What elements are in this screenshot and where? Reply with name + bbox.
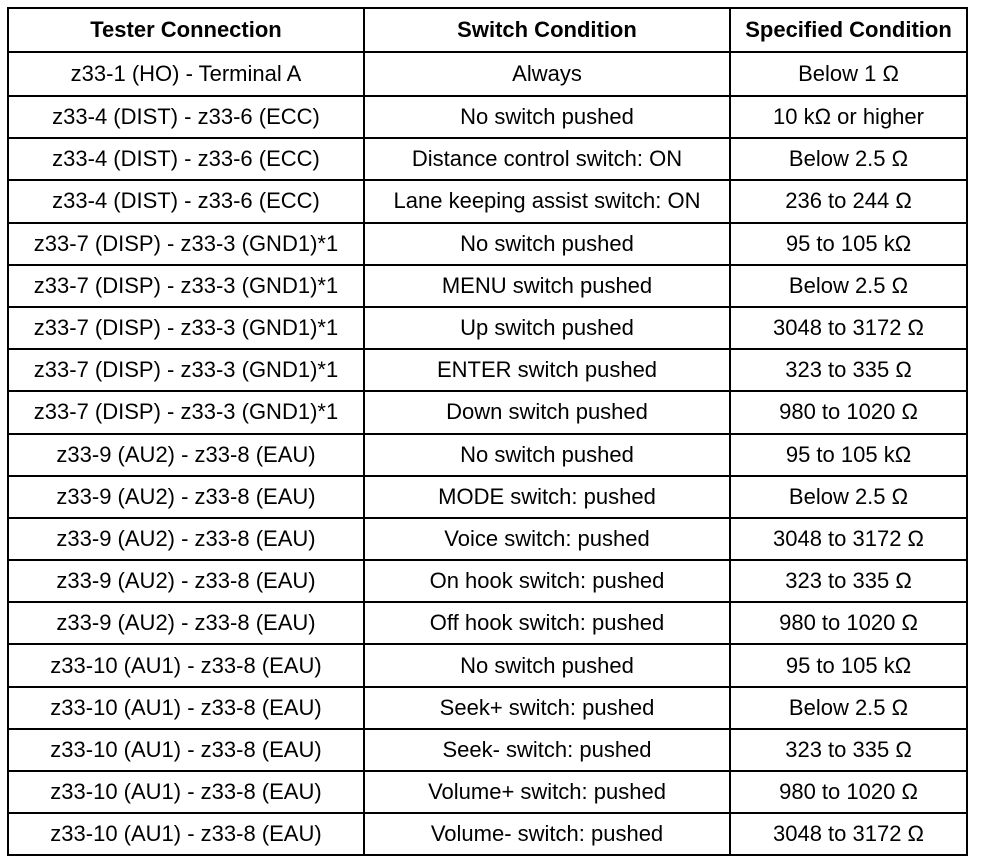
header-specified-condition: Specified Condition bbox=[730, 8, 967, 52]
cell-specified-condition: 323 to 335 Ω bbox=[730, 349, 967, 391]
cell-specified-condition: 980 to 1020 Ω bbox=[730, 771, 967, 813]
cell-specified-condition: 980 to 1020 Ω bbox=[730, 602, 967, 644]
cell-specified-condition: 10 kΩ or higher bbox=[730, 96, 967, 138]
cell-tester-connection: z33-7 (DISP) - z33-3 (GND1)*1 bbox=[8, 265, 364, 307]
cell-switch-condition: Lane keeping assist switch: ON bbox=[364, 180, 730, 222]
table-row bbox=[8, 349, 967, 391]
cell-specified-condition: 323 to 335 Ω bbox=[730, 560, 967, 602]
cell-specified-condition: Below 2.5 Ω bbox=[730, 265, 967, 307]
cell-specified-condition: 236 to 244 Ω bbox=[730, 180, 967, 222]
cell-specified-condition: Below 2.5 Ω bbox=[730, 687, 967, 729]
cell-tester-connection: z33-4 (DIST) - z33-6 (ECC) bbox=[8, 138, 364, 180]
cell-tester-connection: z33-10 (AU1) - z33-8 (EAU) bbox=[8, 813, 364, 855]
cell-switch-condition: Down switch pushed bbox=[364, 391, 730, 433]
cell-switch-condition: No switch pushed bbox=[364, 434, 730, 476]
table-row bbox=[8, 476, 967, 518]
table-row bbox=[8, 644, 967, 686]
header-tester-connection: Tester Connection bbox=[8, 8, 364, 52]
cell-specified-condition: 3048 to 3172 Ω bbox=[730, 518, 967, 560]
cell-switch-condition: No switch pushed bbox=[364, 223, 730, 265]
resistance-spec-table bbox=[7, 7, 968, 856]
cell-switch-condition: Seek- switch: pushed bbox=[364, 729, 730, 771]
cell-tester-connection: z33-7 (DISP) - z33-3 (GND1)*1 bbox=[8, 223, 364, 265]
cell-switch-condition: Off hook switch: pushed bbox=[364, 602, 730, 644]
table-row bbox=[8, 729, 967, 771]
table-row bbox=[8, 52, 967, 96]
table-row bbox=[8, 265, 967, 307]
cell-tester-connection: z33-9 (AU2) - z33-8 (EAU) bbox=[8, 434, 364, 476]
cell-switch-condition: Seek+ switch: pushed bbox=[364, 687, 730, 729]
table-row bbox=[8, 223, 967, 265]
cell-switch-condition: MENU switch pushed bbox=[364, 265, 730, 307]
table-row bbox=[8, 434, 967, 476]
table-body bbox=[8, 52, 967, 855]
header-row bbox=[8, 8, 967, 52]
cell-specified-condition: 323 to 335 Ω bbox=[730, 729, 967, 771]
cell-specified-condition: 3048 to 3172 Ω bbox=[730, 307, 967, 349]
cell-tester-connection: z33-7 (DISP) - z33-3 (GND1)*1 bbox=[8, 349, 364, 391]
cell-tester-connection: z33-9 (AU2) - z33-8 (EAU) bbox=[8, 560, 364, 602]
table-row bbox=[8, 687, 967, 729]
cell-tester-connection: z33-10 (AU1) - z33-8 (EAU) bbox=[8, 729, 364, 771]
cell-switch-condition: Voice switch: pushed bbox=[364, 518, 730, 560]
cell-tester-connection: z33-10 (AU1) - z33-8 (EAU) bbox=[8, 771, 364, 813]
cell-tester-connection: z33-4 (DIST) - z33-6 (ECC) bbox=[8, 180, 364, 222]
table-row bbox=[8, 138, 967, 180]
table-row bbox=[8, 813, 967, 855]
table-row bbox=[8, 518, 967, 560]
cell-switch-condition: Up switch pushed bbox=[364, 307, 730, 349]
cell-specified-condition: 95 to 105 kΩ bbox=[730, 223, 967, 265]
cell-switch-condition: No switch pushed bbox=[364, 96, 730, 138]
cell-tester-connection: z33-4 (DIST) - z33-6 (ECC) bbox=[8, 96, 364, 138]
cell-specified-condition: Below 1 Ω bbox=[730, 52, 967, 96]
cell-tester-connection: z33-7 (DISP) - z33-3 (GND1)*1 bbox=[8, 307, 364, 349]
table-row bbox=[8, 96, 967, 138]
table-row bbox=[8, 307, 967, 349]
cell-specified-condition: Below 2.5 Ω bbox=[730, 138, 967, 180]
cell-specified-condition: 95 to 105 kΩ bbox=[730, 644, 967, 686]
cell-switch-condition: Volume+ switch: pushed bbox=[364, 771, 730, 813]
cell-tester-connection: z33-1 (HO) - Terminal A bbox=[8, 52, 364, 96]
cell-specified-condition: Below 2.5 Ω bbox=[730, 476, 967, 518]
cell-tester-connection: z33-9 (AU2) - z33-8 (EAU) bbox=[8, 518, 364, 560]
table-row bbox=[8, 391, 967, 433]
cell-switch-condition: On hook switch: pushed bbox=[364, 560, 730, 602]
cell-specified-condition: 980 to 1020 Ω bbox=[730, 391, 967, 433]
header-switch-condition: Switch Condition bbox=[364, 8, 730, 52]
table-row bbox=[8, 560, 967, 602]
cell-switch-condition: No switch pushed bbox=[364, 644, 730, 686]
cell-specified-condition: 95 to 105 kΩ bbox=[730, 434, 967, 476]
cell-switch-condition: Always bbox=[364, 52, 730, 96]
table-row bbox=[8, 771, 967, 813]
resistance-spec-sheet bbox=[7, 7, 966, 856]
cell-switch-condition: ENTER switch pushed bbox=[364, 349, 730, 391]
cell-switch-condition: Distance control switch: ON bbox=[364, 138, 730, 180]
cell-tester-connection: z33-9 (AU2) - z33-8 (EAU) bbox=[8, 476, 364, 518]
table-row bbox=[8, 602, 967, 644]
cell-switch-condition: Volume- switch: pushed bbox=[364, 813, 730, 855]
table-row bbox=[8, 180, 967, 222]
table-header bbox=[8, 8, 967, 52]
cell-tester-connection: z33-7 (DISP) - z33-3 (GND1)*1 bbox=[8, 391, 364, 433]
cell-tester-connection: z33-10 (AU1) - z33-8 (EAU) bbox=[8, 687, 364, 729]
cell-switch-condition: MODE switch: pushed bbox=[364, 476, 730, 518]
cell-tester-connection: z33-10 (AU1) - z33-8 (EAU) bbox=[8, 644, 364, 686]
cell-tester-connection: z33-9 (AU2) - z33-8 (EAU) bbox=[8, 602, 364, 644]
cell-specified-condition: 3048 to 3172 Ω bbox=[730, 813, 967, 855]
